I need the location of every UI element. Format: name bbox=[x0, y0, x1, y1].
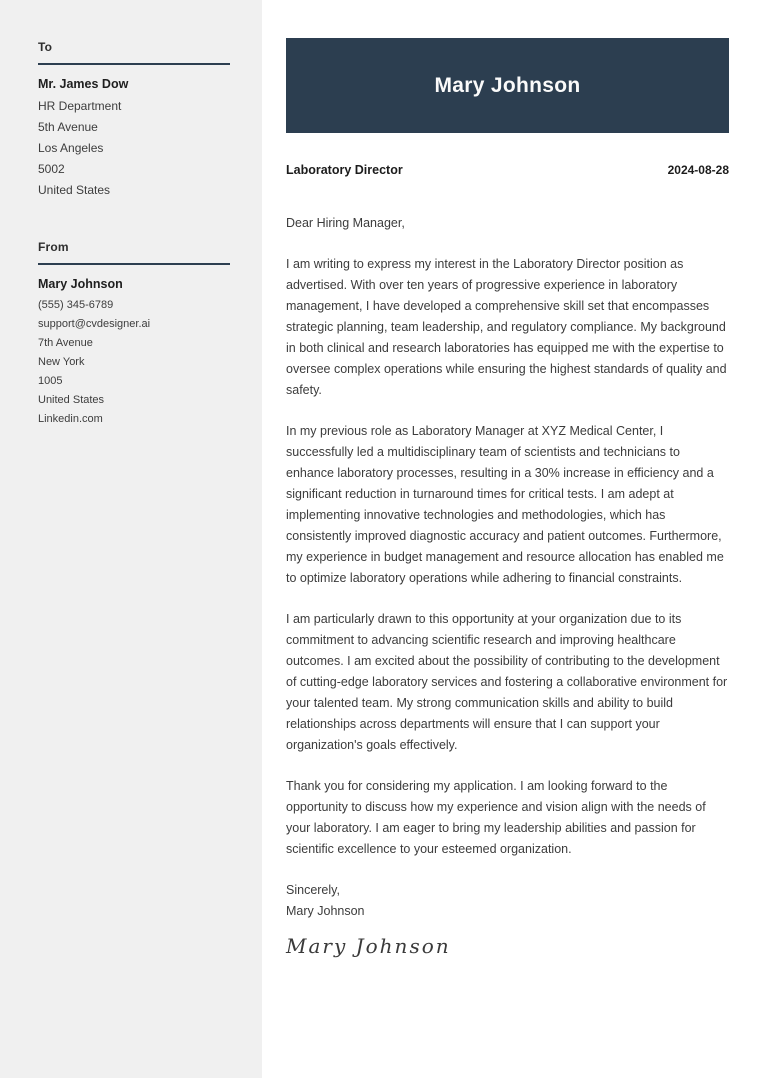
name-banner bbox=[286, 38, 729, 133]
sender-name: Mary Johnson bbox=[38, 277, 123, 291]
sender-city: New York bbox=[38, 356, 85, 368]
recipient-city: Los Angeles bbox=[38, 141, 104, 155]
sender-postal-code: 1005 bbox=[38, 375, 63, 387]
recipient-name: Mr. James Dow bbox=[38, 77, 129, 91]
from-heading: From bbox=[38, 240, 69, 254]
letter-date: 2024-08-28 bbox=[667, 163, 729, 177]
to-section bbox=[38, 40, 230, 201]
sender-street: 7th Avenue bbox=[38, 337, 93, 349]
salutation: Dear Hiring Manager, bbox=[286, 216, 405, 230]
sender-linkedin: Linkedin.com bbox=[38, 413, 103, 425]
letter-paragraph-2: In my previous role as Laboratory Manager at XYZ Medical Center, I successfully led a multidisciplinary team of scientists and technicians to enhance laboratory processes, resulting in a 30% increase in efficiency and a significant reduction in turnaround times for critical tests. I am adept at implementing innovative technologies and methodologies, which has consistently improved diagnostic accuracy and patient outcomes. Furthermore, my experience in budget management and resource allocation has enabled me to optimize laboratory operations while adhering to financial constraints. bbox=[286, 424, 724, 585]
applicant-name: Mary Johnson bbox=[434, 73, 581, 97]
letter-paragraph-4: Thank you for considering my application. I am looking forward to the opportunity to discuss how my experience and vision align with the needs of your laboratory. I am eager to bring my leadership abilities and passion for scientific excellence to your esteemed organization. bbox=[286, 779, 706, 856]
closing-name: Mary Johnson bbox=[286, 904, 365, 918]
recipient-department: HR Department bbox=[38, 99, 122, 113]
from-divider bbox=[38, 263, 230, 265]
letter-paragraph-1: I am writing to express my interest in the Laboratory Director position as advertised. With over ten years of progressive experience in laboratory management, I have developed a comprehensive skill set that encompasses strategic planning, team leadership, and regulatory compliance. My background in both clinical and research laboratories has equipped me with the expertise to oversee complex operations while ensuring the highest standards of quality and safety. bbox=[286, 257, 727, 397]
closing-phrase: Sincerely, bbox=[286, 883, 340, 897]
recipient-postal-code: 5002 bbox=[38, 162, 65, 176]
sender-country: United States bbox=[38, 394, 105, 406]
letter-main bbox=[286, 38, 729, 958]
contact-sidebar bbox=[0, 0, 262, 1078]
sender-phone: (555) 345-6789 bbox=[38, 299, 114, 311]
handwritten-signature: Mary Johnson bbox=[286, 934, 451, 958]
to-divider bbox=[38, 63, 230, 65]
closing-block bbox=[286, 880, 729, 922]
sender-email: support@cvdesigner.ai bbox=[38, 318, 151, 330]
from-section bbox=[38, 240, 230, 429]
job-date-row bbox=[286, 163, 729, 177]
recipient-street: 5th Avenue bbox=[38, 120, 98, 134]
to-heading: To bbox=[38, 40, 53, 54]
recipient-country: United States bbox=[38, 183, 111, 197]
letter-paragraph-3: I am particularly drawn to this opportunity at your organization due to its commitment to advancing scientific research and improving healthcare outcomes. I am excited about the possibility of contributing to the development of cutting-edge laboratory services and fostering a collaborative environment for your talented team. My strong communication skills and ability to build relationships across departments will ensure that I can support your organization's goals effectively. bbox=[286, 612, 728, 752]
job-title: Laboratory Director bbox=[286, 163, 403, 177]
